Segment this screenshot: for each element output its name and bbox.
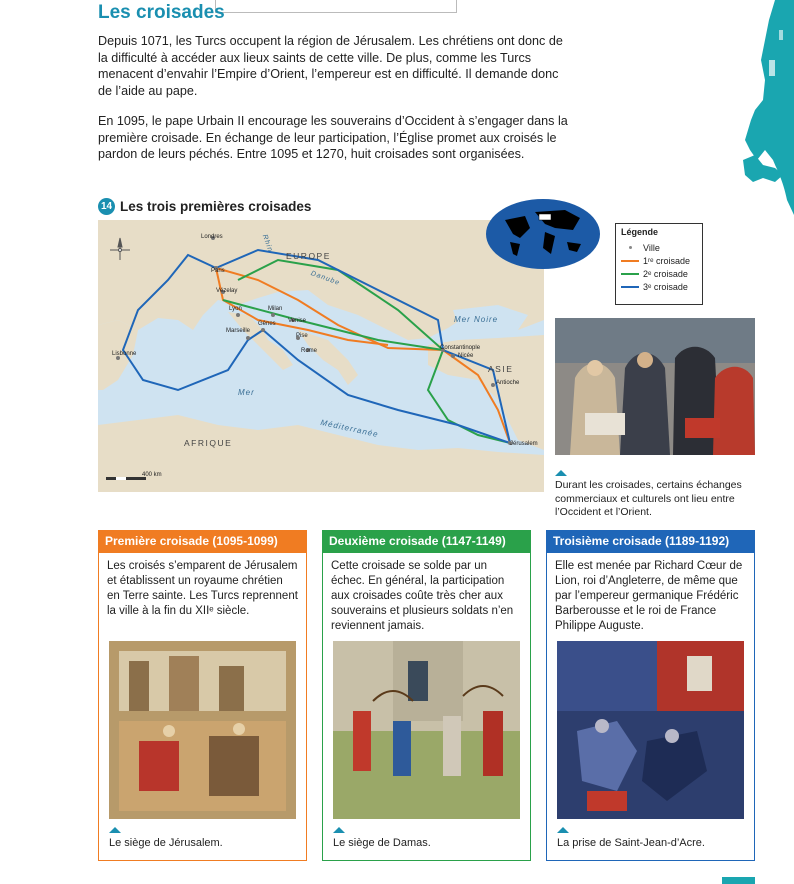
city-label: Londres bbox=[201, 234, 223, 240]
sea-label-mer-noire: Mer Noire bbox=[454, 315, 499, 324]
side-decoration bbox=[735, 0, 794, 215]
river-label-rhin: Rhin bbox=[260, 233, 274, 254]
legend-swatch bbox=[621, 286, 639, 288]
city-label: Vézelay bbox=[216, 288, 238, 294]
legend-swatch bbox=[621, 273, 639, 275]
caption-marker-icon bbox=[555, 470, 567, 476]
figure-number-badge: 14 bbox=[98, 198, 115, 215]
city-label: Jérusalem bbox=[510, 441, 538, 447]
city-label: Lyon bbox=[229, 306, 242, 312]
legend-item bbox=[616, 254, 702, 267]
siege-jerusalem-illustration bbox=[109, 641, 296, 819]
box-text: Cette croisade se solde par un échec. En général, la participation aux croisades coûte très cher aux souverains et plusieurs soldats n’en reviennent jamais. bbox=[331, 560, 514, 632]
world-locator-map bbox=[485, 198, 601, 270]
box-title: Deuxième croisade (1147-1149) bbox=[323, 531, 530, 553]
city-label: Marseille bbox=[226, 328, 251, 334]
box-caption: La prise de Saint-Jean-d’Acre. bbox=[557, 837, 705, 849]
prise-saint-jean-acre-illustration bbox=[557, 641, 744, 819]
box-title: Troisième croisade (1189-1192) bbox=[547, 531, 754, 553]
page-tab-marker bbox=[722, 877, 755, 884]
exchanges-illustration bbox=[555, 318, 755, 455]
side-caption bbox=[555, 470, 755, 520]
box-caption: Le siège de Damas. bbox=[333, 837, 431, 849]
map-legend bbox=[615, 223, 703, 305]
intro-paragraph-2: En 1095, le pape Urbain II encourage les souverains d’Occident à s’engager dans la première croisade. En échange de leur participation, l’Église promet aux croisés le pardon de leurs péchés. Entre 1095 et 1270, huit croisades sont organisées. bbox=[98, 114, 568, 161]
sea-label-mediterranee: Méditerranée bbox=[319, 417, 380, 440]
caption-marker-icon bbox=[557, 827, 569, 833]
siege-damas-illustration bbox=[333, 641, 520, 819]
legend-dot bbox=[629, 246, 632, 249]
sea-label-mer: Mer bbox=[238, 388, 255, 397]
legend-title: Légende bbox=[621, 227, 659, 237]
intro-paragraph-1: Depuis 1071, les Turcs occupent la région de Jérusalem. Les chrétiens ont donc de la difficulté à accéder aux lieux saints de cette ville. De plus, comme les Turcs menacent d’envahir l’Empire d’Orient, l’empereur est en difficulté. Il demande donc de l’aide au pape. bbox=[98, 34, 563, 98]
city-label: Nicée bbox=[458, 353, 474, 359]
legend-item bbox=[616, 241, 702, 254]
second-crusade-box bbox=[322, 530, 531, 861]
legend-swatch bbox=[621, 260, 639, 262]
city-label: Gênes bbox=[258, 321, 276, 327]
legend-label: 2ᵉ croisade bbox=[643, 268, 688, 279]
legend-label: 1ʳᵉ croisade bbox=[643, 255, 691, 266]
legend-item bbox=[616, 267, 702, 280]
continent-label-asie: ASIE bbox=[488, 364, 514, 374]
legend-label: 3ᵉ croisade bbox=[643, 281, 688, 292]
caption-marker-icon bbox=[109, 827, 121, 833]
box-text: Les croisés s’emparent de Jérusalem et établissent un royaume chrétien en Terre sainte. Les Turcs reprennent la ville à la fin du XIIᵉ siècle. bbox=[107, 560, 298, 617]
city-label: Constantinople bbox=[440, 345, 481, 351]
city-label: Antioche bbox=[496, 380, 520, 386]
third-crusade-box bbox=[546, 530, 755, 861]
city-label: Venise bbox=[288, 318, 307, 324]
river-label-danube: Danube bbox=[309, 269, 341, 288]
city-label: Pise bbox=[296, 333, 308, 339]
scale-label: 400 km bbox=[142, 472, 162, 478]
caption-marker-icon bbox=[333, 827, 345, 833]
crusades-map bbox=[98, 220, 544, 492]
box-title: Première croisade (1095-1099) bbox=[99, 531, 306, 553]
legend-item bbox=[616, 280, 702, 293]
side-caption-text: Durant les croisades, certains échanges commerciaux et culturels ont lieu entre l’Occident et l’Orient. bbox=[555, 479, 742, 518]
continent-label-afrique: AFRIQUE bbox=[184, 438, 233, 448]
city-label: Milan bbox=[268, 306, 283, 312]
map-title-text: Les trois premières croisades bbox=[120, 199, 312, 214]
box-text: Elle est menée par Richard Cœur de Lion, roi d’Angleterre, de même que par l’empereur germanique Frédéric Barberousse et le roi de France Philippe Auguste. bbox=[555, 560, 743, 632]
map-section-title bbox=[98, 198, 311, 215]
first-crusade-box bbox=[98, 530, 307, 861]
city-label: Lisbonne bbox=[112, 351, 137, 357]
city-label: Rome bbox=[301, 348, 318, 354]
legend-label: Ville bbox=[643, 242, 660, 253]
continent-label-europe: EUROPE bbox=[286, 251, 331, 261]
city-label: Paris bbox=[211, 268, 225, 274]
top-frame-remnant bbox=[215, 0, 457, 13]
page-title: Les croisades bbox=[98, 2, 225, 23]
box-caption: Le siège de Jérusalem. bbox=[109, 837, 223, 849]
